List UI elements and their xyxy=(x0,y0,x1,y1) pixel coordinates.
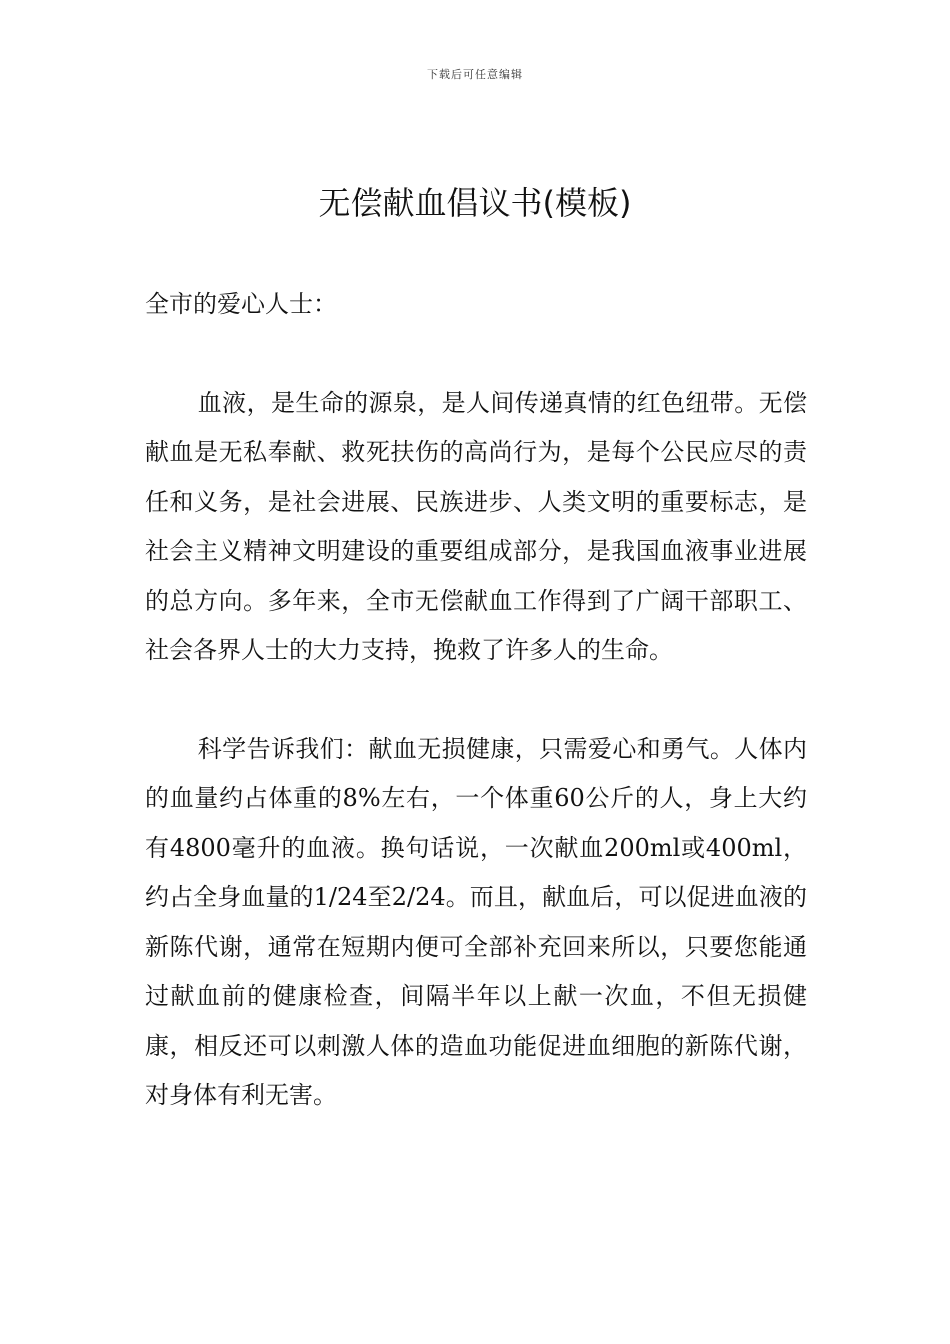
document-body xyxy=(145,280,807,1170)
salutation: 全市的爱心人士： xyxy=(145,290,337,318)
paragraph-1: 血液，是生命的源泉，是人间传递真情的红色纽带。无偿献血是无私奉献、救死扶伤的高尚行为，是每个公民应尽的责任和义务，是社会进展、民族进步、人类文明的重要标志，是社会主义精神文明建设的重要组成部分，是我国血液事业进展的总方向。多年来，全市无偿献血工作得到了广阔干部职工、社会各界人士的大力支持，挽救了许多人的生命。 xyxy=(145,388,807,664)
paragraph-2: 科学告诉我们：献血无损健康，只需爱心和勇气。人体内的血量约占体重的8%左右，一个体重60公斤的人，身上大约有4800毫升的血液。换句话说，一次献血200ml或400ml，约占全身血量的1/24至2/24。而且，献血后，可以促进血液的新陈代谢，通常在短期内便可全部补充回来所以，只要您能通过献血前的健康检查，间隔半年以上献一次血，不但无损健康，相反还可以刺激人体的造血功能促进血细胞的新陈代谢，对身体有利无害。 xyxy=(145,734,807,1109)
document-title: 无偿献血倡议书(模板) xyxy=(318,184,632,222)
header-note: 下载后可任意编辑 xyxy=(427,68,523,81)
